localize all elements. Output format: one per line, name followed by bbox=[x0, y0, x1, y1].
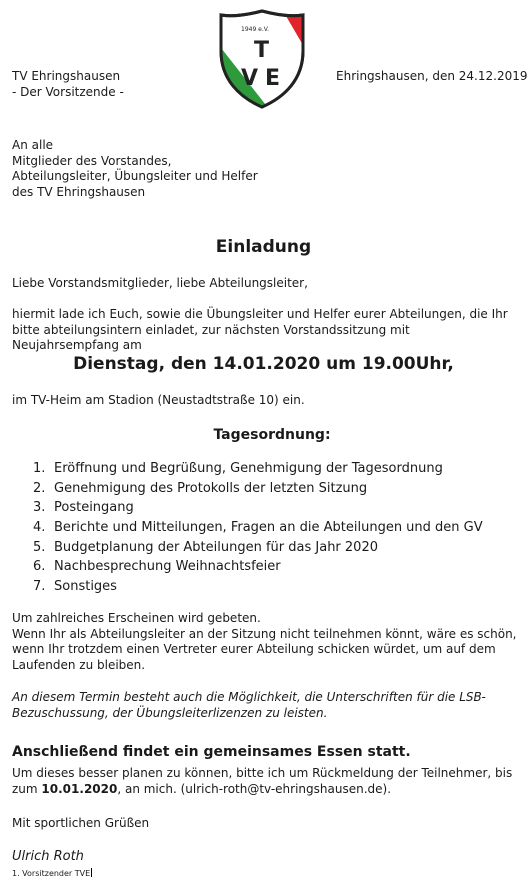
agenda-item: 2. Genehmigung des Protokolls der letzten Sitzung bbox=[33, 480, 368, 496]
recipient-line: Abteilungsleiter, Übungsleiter und Helfer bbox=[12, 169, 258, 183]
agenda-item: 7. Sonstiges bbox=[33, 579, 117, 595]
letter-title: Einladung bbox=[215, 237, 312, 257]
sender-name: TV Ehringshausen bbox=[12, 69, 121, 83]
rsvp-paragraph: Um dieses besser planen zu können, bitte ich um Rückmeldung der Teilnehmer, bis zum 10.01.2020, an mich. (ulrich-roth@tv-ehringshausen.de). bbox=[12, 766, 513, 796]
svg-text:E: E bbox=[265, 66, 281, 91]
agenda-item: 1. Eröffnung und Begrüßung, Genehmigung der Tagesordnung bbox=[33, 461, 443, 476]
sender-block bbox=[12, 69, 124, 100]
agenda-item: 4. Berichte und Mitteilungen, Fragen an die Abteilungen und den GV bbox=[33, 520, 483, 536]
agenda-title: Tagesordnung: bbox=[213, 427, 331, 443]
meeting-date: Dienstag, den 14.01.2020 um 19.00Uhr, bbox=[73, 354, 454, 374]
logo-founded-text: 1949 e.V. bbox=[241, 26, 270, 33]
text-cursor bbox=[91, 868, 92, 877]
signature-role: 1. Vorsitzender TVE bbox=[12, 869, 91, 878]
signature-name: Ulrich Roth bbox=[12, 849, 84, 864]
intro-paragraph: hiermit lade ich Euch, sowie die Übungsleiter und Helfer eurer Abteilungen, die Ihr bitte abteilungsintern einladet, zur nächsten Vorstandssitzung mit Neujahrsempfang am bbox=[12, 307, 508, 352]
rsvp-contact: , an mich. (ulrich-roth@tv-ehringshausen.de). bbox=[117, 781, 392, 796]
closing-paragraph bbox=[12, 611, 518, 673]
venue-line: im TV-Heim am Stadion (Neustadtstraße 10) ein. bbox=[12, 393, 305, 407]
dinner-announcement: Anschließend findet ein gemeinsames Essen statt. bbox=[12, 744, 411, 760]
agenda-item: 6. Nachbesprechung Weihnachtsfeier bbox=[33, 559, 281, 575]
closing-line: Um zahlreiches Erscheinen wird gebeten. bbox=[12, 611, 261, 625]
rsvp-deadline: 10.01.2020 bbox=[41, 781, 118, 796]
closing-line: Wenn Ihr als Abteilungsleiter an der Sitzung nicht teilnehmen könnt, wäre es schön, wenn Ihr trotzdem einen Vertreter eurer Abteilung schicken würdet, um auf dem Laufenden zu bleiben. bbox=[12, 626, 517, 672]
svg-text:V: V bbox=[241, 66, 259, 91]
agenda-item: 3. Posteingang bbox=[33, 500, 134, 516]
club-logo bbox=[219, 9, 305, 109]
sender-role: - Der Vorsitzende - bbox=[12, 84, 124, 99]
svg-text:T: T bbox=[254, 38, 270, 63]
closing-greeting: Mit sportlichen Grüßen bbox=[12, 816, 150, 830]
recipient-line: An alle bbox=[12, 138, 54, 152]
club-crest-icon bbox=[219, 9, 305, 109]
recipient-line: des TV Ehringshausen bbox=[12, 184, 146, 199]
salutation: Liebe Vorstandsmitglieder, liebe Abteilungsleiter, bbox=[12, 276, 308, 290]
agenda-item: 5. Budgetplanung der Abteilungen für das Jahr 2020 bbox=[33, 539, 378, 555]
recipient-line: Mitglieder des Vorstandes, bbox=[12, 153, 172, 168]
recipients-block bbox=[12, 138, 258, 200]
signature-note: An diesem Termin besteht auch die Möglichkeit, die Unterschriften für die LSB-Bezuschussung, der Übungsleiterlizenzen zu leisten. bbox=[12, 690, 486, 720]
place-date: Ehringshausen, den 24.12.2019 bbox=[336, 69, 527, 83]
agenda-list bbox=[33, 459, 483, 597]
